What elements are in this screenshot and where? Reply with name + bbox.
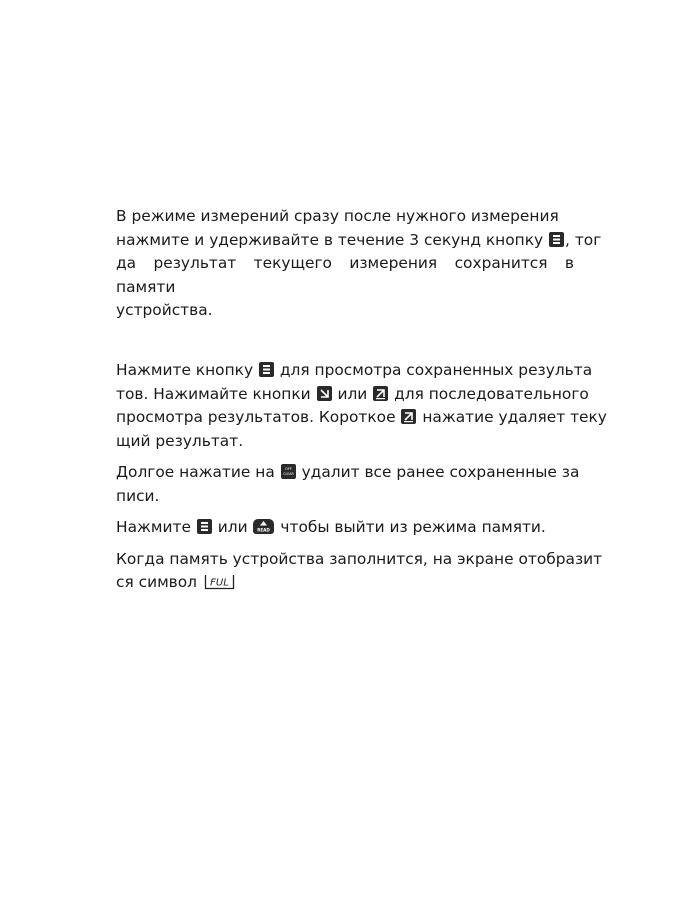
down-arrow-button-icon	[317, 386, 332, 401]
text: Долгое нажатие на	[116, 463, 275, 481]
paragraph	[116, 516, 574, 540]
memory-button-icon	[259, 362, 274, 377]
text: Нажмите	[116, 518, 191, 536]
text: В режиме измерений сразу после нужного измерения	[116, 207, 559, 225]
text: Когда память устройства заполнится, на экране отобразит	[116, 549, 603, 568]
text: удалит все ранее сохраненные за	[301, 463, 580, 481]
read-button-icon	[253, 519, 274, 534]
text: да результат текущего измерения сохранится в памяти	[116, 254, 574, 296]
text: , тог	[565, 230, 602, 249]
up-arrow-button-icon	[401, 409, 416, 424]
clear-button-icon	[281, 464, 296, 479]
paragraph-line	[116, 229, 602, 253]
text: нажмите и удерживайте в течение 3 секунд кнопку	[116, 230, 544, 249]
text: ся символ	[116, 573, 198, 591]
text: или	[217, 518, 248, 536]
text: тов. Нажимайте кнопки	[116, 384, 311, 403]
full-symbol-icon	[204, 574, 235, 590]
paragraph	[116, 359, 607, 453]
paragraph	[116, 548, 603, 595]
text: Нажмите кнопку	[116, 361, 254, 379]
memory-button-icon	[197, 519, 212, 534]
text: для просмотра сохраненных результа	[279, 361, 593, 379]
text: нажатие удаляет теку	[422, 408, 607, 426]
clear-icon-top-label: OFF	[284, 467, 292, 471]
text: просмотра результатов. Короткое	[116, 408, 396, 426]
paragraph-line	[116, 205, 574, 229]
text: или	[337, 384, 368, 403]
text: писи.	[116, 486, 160, 505]
full-symbol-label: FUL	[210, 577, 229, 589]
clear-icon-bottom-label: CLEAR	[282, 472, 294, 476]
text: для последовательного	[394, 384, 589, 403]
up-arrow-button-icon	[373, 386, 388, 401]
paragraph	[116, 461, 580, 508]
paragraph-line	[116, 299, 574, 323]
paragraph-line	[116, 252, 574, 299]
text: чтобы выйти из режима памяти.	[280, 518, 546, 536]
memory-review-section	[116, 359, 607, 603]
save-measurement-section	[116, 205, 602, 323]
text: щий результат.	[116, 431, 244, 450]
text: устройства.	[116, 301, 213, 319]
memory-button-icon	[549, 232, 564, 247]
read-icon-label: READ	[257, 527, 271, 533]
